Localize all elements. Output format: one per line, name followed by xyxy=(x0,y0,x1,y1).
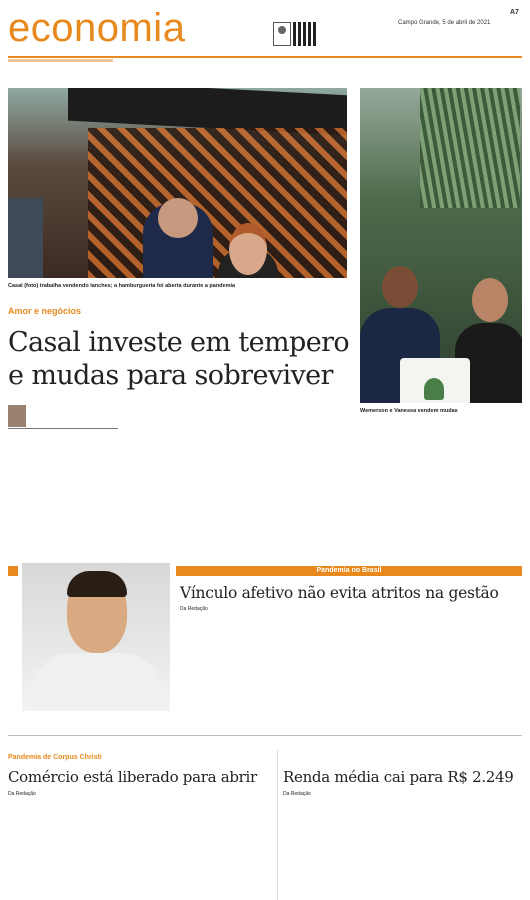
woman-head xyxy=(229,223,267,275)
photo-couple-bucket xyxy=(360,88,522,403)
bottom-left-kicker: Pandemia de Corpus Christi xyxy=(8,754,102,761)
trash-bin xyxy=(8,198,43,278)
logo-icon xyxy=(273,22,291,46)
header-rule xyxy=(8,56,522,58)
feature-byline: Da Redação xyxy=(180,606,208,612)
header-strip xyxy=(8,59,113,62)
qr-code-icon xyxy=(293,22,317,46)
man-head xyxy=(158,198,198,238)
photo-caption-left: Casal (foto) trabalha vendendo lanches; a hamburgueria foi aberta durante a pandemia xyxy=(8,283,236,289)
feature-headline: Vínculo afetivo não evita atritos na gestão xyxy=(180,584,499,602)
portrait-body xyxy=(32,653,162,711)
feature-label: Pandemia no Brasil xyxy=(176,566,522,576)
author-rule xyxy=(8,428,118,429)
section-title: economia xyxy=(8,6,186,50)
plant xyxy=(420,88,520,208)
man-head xyxy=(382,266,418,308)
portrait-photo xyxy=(22,563,170,711)
page-number: A7 xyxy=(510,9,519,16)
bottom-right-headline: Renda média cai para R$ 2.249 xyxy=(283,768,514,786)
photo-caption-right: Wemerson e Vanessa vendem mudas xyxy=(360,408,458,414)
section-divider xyxy=(8,735,522,736)
header-date: Campo Grande, 5 de abril de 2021 xyxy=(398,20,491,26)
author-avatar xyxy=(8,405,26,427)
portrait-hair xyxy=(67,571,127,597)
bottom-left-headline: Comércio está liberado para abrir xyxy=(8,768,257,786)
photo-couple-burger-shop xyxy=(8,88,347,278)
feature-marker xyxy=(8,566,18,576)
woman-head xyxy=(472,278,508,322)
main-kicker: Amor e negócios xyxy=(8,306,82,316)
bucket-logo xyxy=(424,378,444,400)
bottom-right-byline: Da Redação xyxy=(283,791,311,797)
graffiti-wall xyxy=(88,128,347,278)
main-headline: Casal investe em tempero e mudas para sobreviver xyxy=(8,327,350,391)
bottom-left-byline: Da Redação xyxy=(8,791,36,797)
column-divider xyxy=(277,750,278,900)
